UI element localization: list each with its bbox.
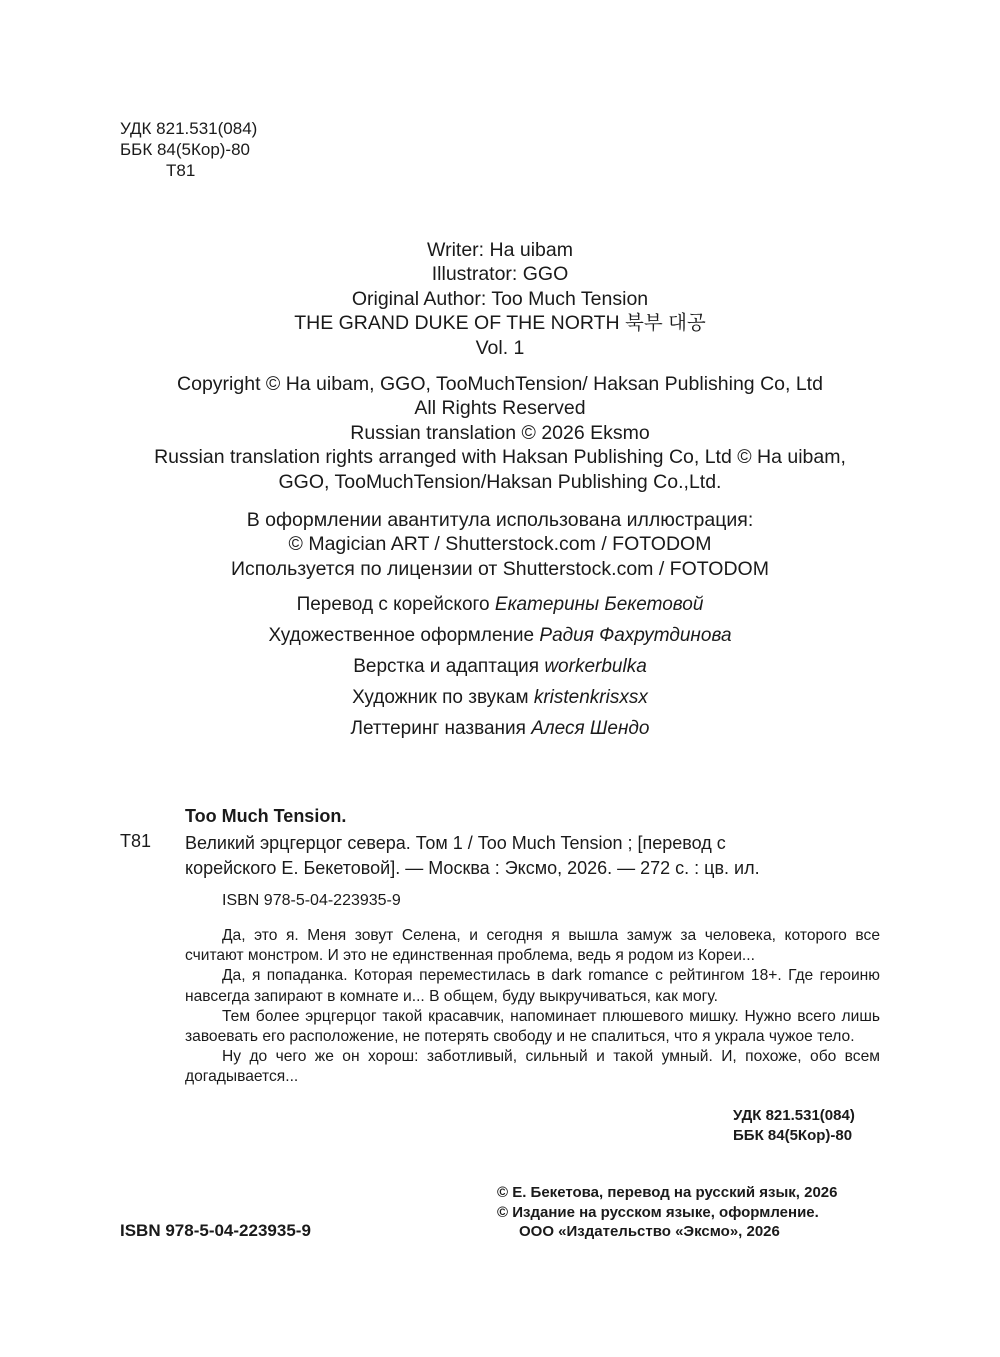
credit-person: kristenkrisxsx [533, 687, 648, 708]
rights-line: Copyright © Ha uibam, GGO, TooMuchTension/ Haksan Publishing Co, Ltd [177, 373, 823, 395]
credits-block [0, 589, 1000, 744]
credit-role: Верстка и адаптация [353, 656, 540, 677]
original-author-line: Original Author: Too Much Tension [351, 287, 649, 310]
footer-copyright [497, 1183, 837, 1242]
rights-line: Russian translation © 2026 Eksmo [350, 421, 650, 444]
volume-line: Vol. 1 [475, 336, 525, 359]
illustration-line: Используется по лицензии от Shutterstock.com / FOTODOM [231, 557, 769, 580]
footer-isbn: ISBN 978-5-04-223935-9 [120, 1221, 311, 1240]
catalog-isbn: ISBN 978-5-04-223935-9 [222, 892, 401, 909]
footer-bbk: ББК 84(5Кор)-80 [733, 1127, 853, 1144]
annotation [185, 926, 880, 1088]
credit-role: Художник по звукам [352, 687, 529, 708]
original-info [0, 238, 1000, 360]
rights-line: GGO, TooMuchTension/Haksan Publishing Co.,Ltd. [278, 470, 722, 493]
credit-role: Перевод с корейского [296, 594, 490, 615]
credit-person: Алеся Шендо [531, 718, 650, 739]
credit-translation [0, 589, 1000, 620]
credit-person: workerbulka [544, 656, 647, 677]
catalog-author: Too Much Tension. [185, 806, 347, 826]
author-mark: Т81 [166, 161, 196, 180]
illustrator-line: Illustrator: GGO [431, 263, 569, 286]
copyright-line: ООО «Издательство «Эксмо», 2026 [519, 1223, 780, 1240]
credit-title-lettering [0, 713, 1000, 744]
writer-line: Writer: Ha uibam [427, 239, 573, 261]
copyright-line: © Е. Бекетова, перевод на русский язык, 2026 [497, 1184, 838, 1201]
catalog-title-line: корейского Е. Бекетовой]. — Москва : Эксмо, 2026. — 272 с. : цв. ил. [185, 858, 760, 878]
footer-classification [733, 1106, 855, 1146]
annotation-paragraph: Ну до чего же он хорош: заботливый, сильный и такой умный. И, похоже, обо всем догадывается... [185, 1048, 880, 1086]
illustration-credit [0, 508, 1000, 581]
copyright-line: © Издание на русском языке, оформление. [497, 1203, 819, 1221]
credit-person: Радия Фахрутдинова [539, 625, 732, 646]
credit-person: Екатерины Бекетовой [494, 594, 704, 615]
credit-role: Леттеринг названия [350, 718, 526, 739]
credit-role: Художественное оформление [268, 625, 535, 646]
rights-line: All Rights Reserved [414, 397, 586, 420]
annotation-paragraph: Да, я попаданка. Которая переместилась в dark romance с рейтингом 18+. Где героиню навсегда запирают в комнате и... В общем, буду выкручиваться, как могу. [185, 967, 880, 1005]
catalog-title-line: Великий эрцгерцог севера. Том 1 / Too Much Tension ; [перевод с [185, 833, 726, 853]
original-title-line: THE GRAND DUKE OF THE NORTH 북부 대공 [294, 312, 706, 335]
illustration-line: © Magician ART / Shutterstock.com / FOTODOM [288, 533, 712, 556]
udk-code: УДК 821.531(084) [120, 119, 258, 138]
rights-line: Russian translation rights arranged with Haksan Publishing Co, Ltd © Ha uibam, [154, 446, 846, 469]
classification-codes [120, 118, 257, 181]
annotation-paragraph: Да, это я. Меня зовут Селена, и сегодня я вышла замуж за человека, которого все считают монстром. И это не единственная проблема, ведь я родом из Кореи... [185, 927, 880, 965]
illustration-line: В оформлении авантитула использована иллюстрация: [246, 509, 754, 531]
rights-block [0, 372, 1000, 494]
catalog-code: Т81 [120, 831, 152, 851]
catalog-title [185, 831, 885, 881]
credit-layout [0, 651, 1000, 682]
bbk-code: ББК 84(5Кор)-80 [120, 140, 251, 159]
credit-art-design [0, 620, 1000, 651]
annotation-paragraph: Тем более эрцгерцог такой красавчик, напоминает плюшевого мишку. Нужно всего лишь завоевать его расположение, не потерять свободу и не спалиться, что я украла чужое тело. [185, 1007, 880, 1046]
credit-sound-artist [0, 682, 1000, 713]
footer-udk: УДК 821.531(084) [733, 1107, 855, 1124]
